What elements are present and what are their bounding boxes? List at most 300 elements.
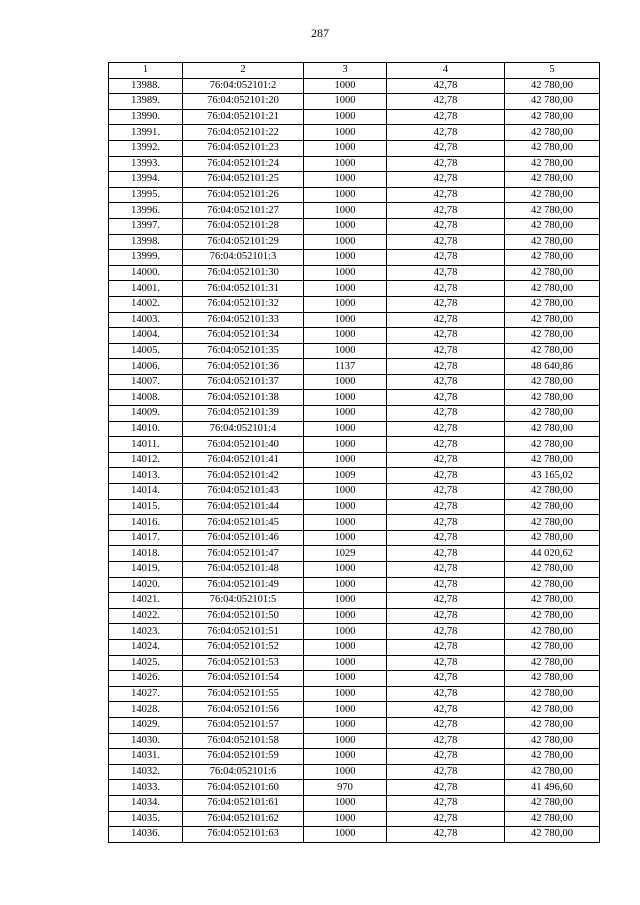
value-cell: 42 780,00: [505, 265, 600, 281]
rate-cell: 42,78: [387, 499, 505, 515]
rate-cell: 42,78: [387, 795, 505, 811]
area-cell: 1000: [304, 281, 387, 297]
row-number-cell: 14035.: [109, 811, 183, 827]
row-number-cell: 14005.: [109, 343, 183, 359]
row-number-cell: 14009.: [109, 406, 183, 422]
table-row: [109, 468, 600, 484]
rate-cell: 42,78: [387, 109, 505, 125]
column-header: 2: [183, 63, 304, 79]
table-row: [109, 296, 600, 312]
rate-cell: 42,78: [387, 421, 505, 437]
table-row: [109, 733, 600, 749]
rate-cell: 42,78: [387, 827, 505, 843]
cadastral-number-cell: 76:04:052101:2: [183, 78, 304, 94]
row-number-cell: 14018.: [109, 546, 183, 562]
rate-cell: 42,78: [387, 577, 505, 593]
value-cell: 42 780,00: [505, 421, 600, 437]
value-cell: 42 780,00: [505, 109, 600, 125]
area-cell: 1000: [304, 608, 387, 624]
value-cell: 42 780,00: [505, 328, 600, 344]
cadastral-number-cell: 76:04:052101:5: [183, 593, 304, 609]
row-number-cell: 14029.: [109, 717, 183, 733]
row-number-cell: 14030.: [109, 733, 183, 749]
cadastral-number-cell: 76:04:052101:33: [183, 312, 304, 328]
value-cell: 42 780,00: [505, 390, 600, 406]
table-row: [109, 421, 600, 437]
area-cell: 1000: [304, 530, 387, 546]
area-cell: 1000: [304, 686, 387, 702]
value-cell: 42 780,00: [505, 624, 600, 640]
area-cell: 1000: [304, 827, 387, 843]
header-row: [109, 63, 600, 79]
row-number-cell: 14028.: [109, 702, 183, 718]
rate-cell: 42,78: [387, 218, 505, 234]
area-cell: 1000: [304, 140, 387, 156]
cadastral-number-cell: 76:04:052101:35: [183, 343, 304, 359]
table-row: [109, 827, 600, 843]
value-cell: 42 780,00: [505, 702, 600, 718]
area-cell: 1000: [304, 499, 387, 515]
area-cell: 1000: [304, 764, 387, 780]
rate-cell: 42,78: [387, 281, 505, 297]
rate-cell: 42,78: [387, 343, 505, 359]
area-cell: 1000: [304, 717, 387, 733]
row-number-cell: 13988.: [109, 78, 183, 94]
area-cell: 1000: [304, 639, 387, 655]
cadastral-number-cell: 76:04:052101:34: [183, 328, 304, 344]
area-cell: 1000: [304, 250, 387, 266]
cadastral-number-cell: 76:04:052101:24: [183, 156, 304, 172]
area-cell: 1000: [304, 811, 387, 827]
table-row: [109, 717, 600, 733]
value-cell: 42 780,00: [505, 577, 600, 593]
cadastral-number-cell: 76:04:052101:62: [183, 811, 304, 827]
rate-cell: 42,78: [387, 515, 505, 531]
area-cell: 1000: [304, 515, 387, 531]
cadastral-number-cell: 76:04:052101:57: [183, 717, 304, 733]
value-cell: 42 780,00: [505, 499, 600, 515]
value-cell: 42 780,00: [505, 281, 600, 297]
rate-cell: 42,78: [387, 265, 505, 281]
value-cell: 42 780,00: [505, 593, 600, 609]
area-cell: 1000: [304, 562, 387, 578]
cadastral-number-cell: 76:04:052101:54: [183, 671, 304, 687]
row-number-cell: 13992.: [109, 140, 183, 156]
row-number-cell: 14017.: [109, 530, 183, 546]
row-number-cell: 14034.: [109, 795, 183, 811]
table-row: [109, 250, 600, 266]
value-cell: 42 780,00: [505, 187, 600, 203]
value-cell: 42 780,00: [505, 608, 600, 624]
table-row: [109, 515, 600, 531]
value-cell: 42 780,00: [505, 686, 600, 702]
row-number-cell: 14025.: [109, 655, 183, 671]
column-header: 4: [387, 63, 505, 79]
cadastral-number-cell: 76:04:052101:4: [183, 421, 304, 437]
table-row: [109, 795, 600, 811]
rate-cell: 42,78: [387, 172, 505, 188]
table-row: [109, 562, 600, 578]
area-cell: 1000: [304, 406, 387, 422]
value-cell: 42 780,00: [505, 156, 600, 172]
value-cell: 42 780,00: [505, 218, 600, 234]
cadastral-number-cell: 76:04:052101:60: [183, 780, 304, 796]
table-row: [109, 390, 600, 406]
page-number: 287: [311, 26, 329, 40]
row-number-cell: 13993.: [109, 156, 183, 172]
row-number-cell: 14027.: [109, 686, 183, 702]
rate-cell: 42,78: [387, 156, 505, 172]
table-row: [109, 499, 600, 515]
row-number-cell: 14003.: [109, 312, 183, 328]
table-row: [109, 125, 600, 141]
value-cell: 42 780,00: [505, 671, 600, 687]
value-cell: 44 020,62: [505, 546, 600, 562]
area-cell: 1000: [304, 328, 387, 344]
cadastral-number-cell: 76:04:052101:26: [183, 187, 304, 203]
table-body: [109, 78, 600, 842]
rate-cell: 42,78: [387, 608, 505, 624]
row-number-cell: 14033.: [109, 780, 183, 796]
row-number-cell: 13994.: [109, 172, 183, 188]
rate-cell: 42,78: [387, 811, 505, 827]
table-row: [109, 530, 600, 546]
value-cell: 42 780,00: [505, 811, 600, 827]
cadastral-number-cell: 76:04:052101:22: [183, 125, 304, 141]
table-row: [109, 234, 600, 250]
cadastral-number-cell: 76:04:052101:30: [183, 265, 304, 281]
rate-cell: 42,78: [387, 125, 505, 141]
table-row: [109, 203, 600, 219]
area-cell: 1000: [304, 94, 387, 110]
rate-cell: 42,78: [387, 140, 505, 156]
cadastral-number-cell: 76:04:052101:6: [183, 764, 304, 780]
area-cell: 1000: [304, 203, 387, 219]
value-cell: 42 780,00: [505, 250, 600, 266]
table-row: [109, 639, 600, 655]
value-cell: 42 780,00: [505, 374, 600, 390]
rate-cell: 42,78: [387, 187, 505, 203]
row-number-cell: 13996.: [109, 203, 183, 219]
table-row: [109, 156, 600, 172]
data-table: [108, 62, 600, 843]
rate-cell: 42,78: [387, 655, 505, 671]
column-header: 3: [304, 63, 387, 79]
table-row: [109, 265, 600, 281]
area-cell: 1000: [304, 172, 387, 188]
cadastral-number-cell: 76:04:052101:23: [183, 140, 304, 156]
area-cell: 1000: [304, 593, 387, 609]
column-header: 5: [505, 63, 600, 79]
table-row: [109, 764, 600, 780]
cadastral-number-cell: 76:04:052101:28: [183, 218, 304, 234]
row-number-cell: 14023.: [109, 624, 183, 640]
value-cell: 42 780,00: [505, 296, 600, 312]
cadastral-number-cell: 76:04:052101:45: [183, 515, 304, 531]
row-number-cell: 14031.: [109, 749, 183, 765]
area-cell: 1000: [304, 78, 387, 94]
table-row: [109, 109, 600, 125]
value-cell: 42 780,00: [505, 717, 600, 733]
row-number-cell: 14011.: [109, 437, 183, 453]
area-cell: 1000: [304, 265, 387, 281]
table-row: [109, 608, 600, 624]
area-cell: 1000: [304, 218, 387, 234]
row-number-cell: 14020.: [109, 577, 183, 593]
row-number-cell: 14002.: [109, 296, 183, 312]
rate-cell: 42,78: [387, 312, 505, 328]
cadastral-number-cell: 76:04:052101:36: [183, 359, 304, 375]
rate-cell: 42,78: [387, 468, 505, 484]
value-cell: 42 780,00: [505, 530, 600, 546]
area-cell: 1000: [304, 452, 387, 468]
row-number-cell: 14024.: [109, 639, 183, 655]
table-row: [109, 374, 600, 390]
row-number-cell: 14008.: [109, 390, 183, 406]
value-cell: 42 780,00: [505, 437, 600, 453]
row-number-cell: 14014.: [109, 484, 183, 500]
table-row: [109, 702, 600, 718]
area-cell: 1000: [304, 624, 387, 640]
rate-cell: 42,78: [387, 390, 505, 406]
rate-cell: 42,78: [387, 203, 505, 219]
cadastral-number-cell: 76:04:052101:46: [183, 530, 304, 546]
row-number-cell: 14013.: [109, 468, 183, 484]
area-cell: 1000: [304, 421, 387, 437]
column-header: 1: [109, 63, 183, 79]
rate-cell: 42,78: [387, 437, 505, 453]
cadastral-number-cell: 76:04:052101:21: [183, 109, 304, 125]
area-cell: 1000: [304, 733, 387, 749]
table-row: [109, 328, 600, 344]
row-number-cell: 14001.: [109, 281, 183, 297]
cadastral-number-cell: 76:04:052101:41: [183, 452, 304, 468]
cadastral-number-cell: 76:04:052101:63: [183, 827, 304, 843]
cadastral-number-cell: 76:04:052101:44: [183, 499, 304, 515]
table-row: [109, 546, 600, 562]
cadastral-number-cell: 76:04:052101:20: [183, 94, 304, 110]
value-cell: 42 780,00: [505, 343, 600, 359]
area-cell: 1009: [304, 468, 387, 484]
cadastral-number-cell: 76:04:052101:52: [183, 639, 304, 655]
rate-cell: 42,78: [387, 593, 505, 609]
rate-cell: 42,78: [387, 780, 505, 796]
cadastral-number-cell: 76:04:052101:53: [183, 655, 304, 671]
table-row: [109, 187, 600, 203]
row-number-cell: 14000.: [109, 265, 183, 281]
rate-cell: 42,78: [387, 733, 505, 749]
row-number-cell: 14006.: [109, 359, 183, 375]
table-row: [109, 359, 600, 375]
table-row: [109, 780, 600, 796]
area-cell: 1000: [304, 296, 387, 312]
value-cell: 42 780,00: [505, 452, 600, 468]
table-row: [109, 172, 600, 188]
rate-cell: 42,78: [387, 546, 505, 562]
value-cell: 42 780,00: [505, 234, 600, 250]
cadastral-number-cell: 76:04:052101:40: [183, 437, 304, 453]
table-row: [109, 94, 600, 110]
table-row: [109, 686, 600, 702]
rate-cell: 42,78: [387, 484, 505, 500]
cadastral-number-cell: 76:04:052101:50: [183, 608, 304, 624]
rate-cell: 42,78: [387, 562, 505, 578]
cadastral-number-cell: 76:04:052101:31: [183, 281, 304, 297]
table-row: [109, 281, 600, 297]
cadastral-number-cell: 76:04:052101:29: [183, 234, 304, 250]
table-row: [109, 624, 600, 640]
area-cell: 1000: [304, 702, 387, 718]
value-cell: 42 780,00: [505, 764, 600, 780]
table-row: [109, 437, 600, 453]
rate-cell: 42,78: [387, 717, 505, 733]
rate-cell: 42,78: [387, 530, 505, 546]
cadastral-number-cell: 76:04:052101:27: [183, 203, 304, 219]
cadastral-number-cell: 76:04:052101:58: [183, 733, 304, 749]
table-row: [109, 78, 600, 94]
row-number-cell: 14021.: [109, 593, 183, 609]
table-row: [109, 140, 600, 156]
rate-cell: 42,78: [387, 234, 505, 250]
rate-cell: 42,78: [387, 328, 505, 344]
row-number-cell: 14010.: [109, 421, 183, 437]
table-row: [109, 343, 600, 359]
rate-cell: 42,78: [387, 624, 505, 640]
area-cell: 1000: [304, 795, 387, 811]
row-number-cell: 14015.: [109, 499, 183, 515]
table-row: [109, 218, 600, 234]
value-cell: 42 780,00: [505, 125, 600, 141]
area-cell: 1000: [304, 655, 387, 671]
area-cell: 1000: [304, 187, 387, 203]
cadastral-number-cell: 76:04:052101:55: [183, 686, 304, 702]
rate-cell: 42,78: [387, 452, 505, 468]
rate-cell: 42,78: [387, 686, 505, 702]
cadastral-number-cell: 76:04:052101:61: [183, 795, 304, 811]
area-cell: 1000: [304, 156, 387, 172]
row-number-cell: 13991.: [109, 125, 183, 141]
area-cell: 1000: [304, 312, 387, 328]
value-cell: 42 780,00: [505, 515, 600, 531]
value-cell: 42 780,00: [505, 795, 600, 811]
area-cell: 1000: [304, 749, 387, 765]
rate-cell: 42,78: [387, 749, 505, 765]
value-cell: 42 780,00: [505, 827, 600, 843]
row-number-cell: 14026.: [109, 671, 183, 687]
cadastral-number-cell: 76:04:052101:47: [183, 546, 304, 562]
value-cell: 42 780,00: [505, 140, 600, 156]
area-cell: 1137: [304, 359, 387, 375]
value-cell: 42 780,00: [505, 749, 600, 765]
rate-cell: 42,78: [387, 296, 505, 312]
row-number-cell: 14032.: [109, 764, 183, 780]
value-cell: 42 780,00: [505, 203, 600, 219]
table-row: [109, 811, 600, 827]
rate-cell: 42,78: [387, 250, 505, 266]
value-cell: 41 496,60: [505, 780, 600, 796]
row-number-cell: 14019.: [109, 562, 183, 578]
row-number-cell: 13999.: [109, 250, 183, 266]
table-row: [109, 577, 600, 593]
row-number-cell: 14004.: [109, 328, 183, 344]
rate-cell: 42,78: [387, 374, 505, 390]
area-cell: 1000: [304, 577, 387, 593]
row-number-cell: 13995.: [109, 187, 183, 203]
area-cell: 1000: [304, 437, 387, 453]
row-number-cell: 13997.: [109, 218, 183, 234]
value-cell: 42 780,00: [505, 733, 600, 749]
table-row: [109, 406, 600, 422]
value-cell: 43 165,02: [505, 468, 600, 484]
row-number-cell: 13990.: [109, 109, 183, 125]
cadastral-number-cell: 76:04:052101:49: [183, 577, 304, 593]
cadastral-number-cell: 76:04:052101:56: [183, 702, 304, 718]
area-cell: 1000: [304, 671, 387, 687]
table-row: [109, 655, 600, 671]
row-number-cell: 13998.: [109, 234, 183, 250]
rate-cell: 42,78: [387, 639, 505, 655]
cadastral-number-cell: 76:04:052101:38: [183, 390, 304, 406]
rate-cell: 42,78: [387, 671, 505, 687]
cadastral-number-cell: 76:04:052101:51: [183, 624, 304, 640]
cadastral-number-cell: 76:04:052101:3: [183, 250, 304, 266]
table-row: [109, 452, 600, 468]
cadastral-number-cell: 76:04:052101:39: [183, 406, 304, 422]
table-row: [109, 749, 600, 765]
value-cell: 42 780,00: [505, 562, 600, 578]
rate-cell: 42,78: [387, 702, 505, 718]
value-cell: 42 780,00: [505, 484, 600, 500]
area-cell: 1000: [304, 484, 387, 500]
rate-cell: 42,78: [387, 764, 505, 780]
table-row: [109, 671, 600, 687]
row-number-cell: 14022.: [109, 608, 183, 624]
row-number-cell: 14036.: [109, 827, 183, 843]
row-number-cell: 14007.: [109, 374, 183, 390]
area-cell: 970: [304, 780, 387, 796]
area-cell: 1000: [304, 390, 387, 406]
rate-cell: 42,78: [387, 359, 505, 375]
value-cell: 42 780,00: [505, 639, 600, 655]
table-row: [109, 312, 600, 328]
cadastral-number-cell: 76:04:052101:59: [183, 749, 304, 765]
value-cell: 42 780,00: [505, 78, 600, 94]
table-row: [109, 593, 600, 609]
cadastral-number-cell: 76:04:052101:48: [183, 562, 304, 578]
area-cell: 1000: [304, 234, 387, 250]
row-number-cell: 14012.: [109, 452, 183, 468]
cadastral-number-cell: 76:04:052101:37: [183, 374, 304, 390]
rate-cell: 42,78: [387, 406, 505, 422]
area-cell: 1029: [304, 546, 387, 562]
rate-cell: 42,78: [387, 78, 505, 94]
value-cell: 48 640,86: [505, 359, 600, 375]
row-number-cell: 13989.: [109, 94, 183, 110]
cadastral-number-cell: 76:04:052101:25: [183, 172, 304, 188]
value-cell: 42 780,00: [505, 655, 600, 671]
area-cell: 1000: [304, 125, 387, 141]
value-cell: 42 780,00: [505, 406, 600, 422]
value-cell: 42 780,00: [505, 172, 600, 188]
area-cell: 1000: [304, 343, 387, 359]
cadastral-number-cell: 76:04:052101:32: [183, 296, 304, 312]
cadastral-number-cell: 76:04:052101:42: [183, 468, 304, 484]
rate-cell: 42,78: [387, 94, 505, 110]
value-cell: 42 780,00: [505, 94, 600, 110]
row-number-cell: 14016.: [109, 515, 183, 531]
cadastral-number-cell: 76:04:052101:43: [183, 484, 304, 500]
value-cell: 42 780,00: [505, 312, 600, 328]
